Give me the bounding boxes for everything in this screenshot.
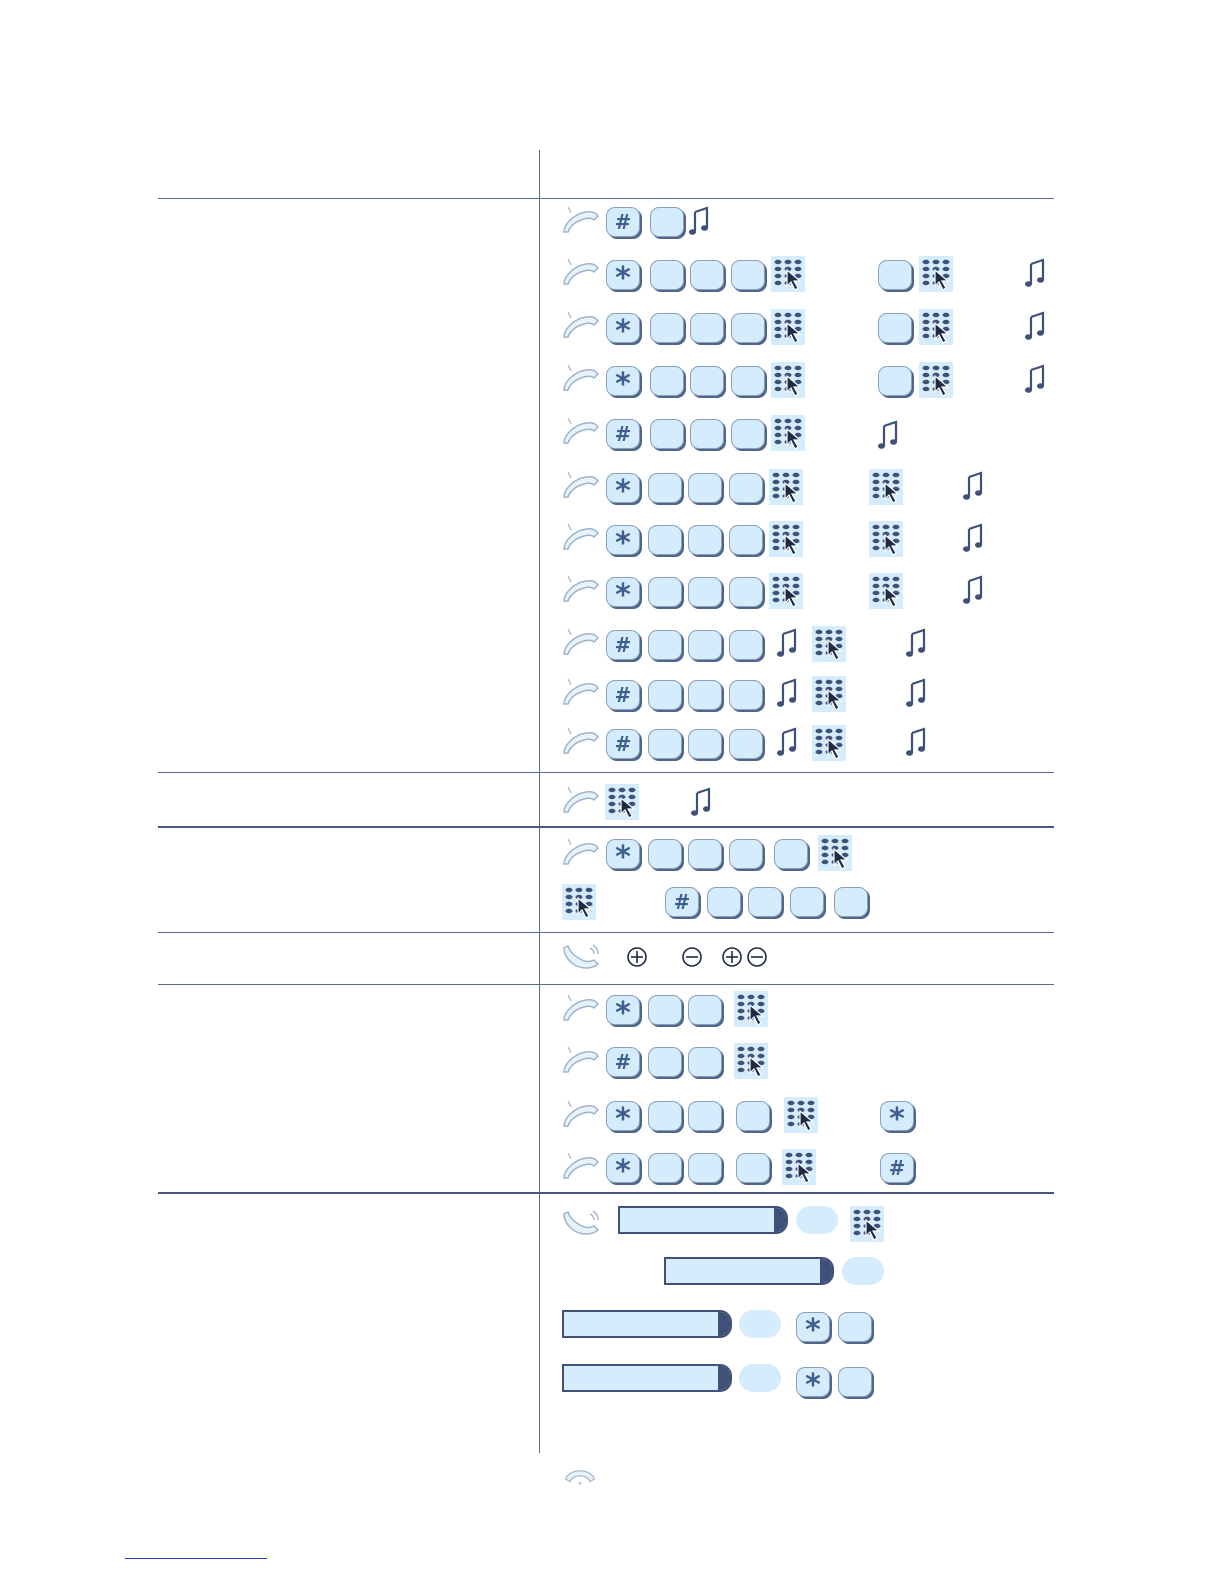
footer-rule	[125, 1558, 267, 1559]
circled-plus-icon	[721, 946, 743, 968]
digit-key	[729, 680, 763, 710]
soft-key	[842, 1257, 884, 1285]
digit-key	[838, 1367, 872, 1397]
star-key	[606, 839, 640, 875]
digit-key	[648, 473, 682, 503]
section-rule	[158, 984, 1054, 985]
digit-key	[650, 260, 684, 290]
handset-lift-icon	[560, 1098, 602, 1132]
keypad-dial-icon	[769, 469, 803, 505]
music-note-tone-icon	[878, 420, 900, 450]
column-divider	[539, 150, 540, 1453]
header-rule	[158, 198, 1054, 199]
digit-key	[650, 366, 684, 396]
key-symbol: *	[615, 474, 631, 509]
digit-key	[688, 839, 722, 869]
display-cap	[820, 1259, 832, 1283]
digit-key	[688, 995, 722, 1025]
keypad-dial-icon	[605, 784, 639, 820]
display-field	[618, 1206, 788, 1234]
key-symbol: #	[614, 633, 632, 657]
display-field	[664, 1257, 834, 1285]
digit-key	[729, 577, 763, 607]
keypad-dial-icon	[919, 309, 953, 345]
digit-key	[690, 366, 724, 396]
circled-minus-icon	[746, 946, 768, 968]
circled-minus-icon	[681, 946, 703, 968]
section-rule	[158, 772, 1054, 773]
digit-key	[690, 419, 724, 449]
hash-key	[880, 1153, 914, 1183]
digit-key	[648, 630, 682, 660]
digit-key	[650, 313, 684, 343]
keypad-dial-icon	[771, 256, 805, 292]
music-note-tone-icon	[777, 628, 799, 658]
handset-lift-icon	[560, 676, 602, 710]
star-key	[606, 366, 640, 402]
key-symbol: *	[615, 314, 631, 349]
keypad-dial-icon	[869, 573, 903, 609]
display-cap	[718, 1366, 730, 1390]
music-note-tone-icon	[1025, 258, 1047, 288]
digit-key	[729, 525, 763, 555]
digit-key	[729, 473, 763, 503]
digit-key	[688, 473, 722, 503]
digit-key	[688, 525, 722, 555]
keypad-dial-icon	[784, 1097, 818, 1133]
hash-key	[606, 630, 640, 660]
digit-key	[688, 577, 722, 607]
digit-key	[688, 680, 722, 710]
digit-key	[648, 995, 682, 1025]
display-field	[562, 1310, 732, 1338]
star-key	[606, 995, 640, 1031]
digit-key	[729, 839, 763, 869]
handset-lift-icon	[560, 1150, 602, 1184]
keypad-dial-icon	[869, 469, 903, 505]
digit-key	[688, 1153, 722, 1183]
digit-key	[690, 260, 724, 290]
star-key	[606, 525, 640, 561]
digit-key	[878, 260, 912, 290]
music-note-tone-icon	[777, 727, 799, 757]
circled-plus-icon	[626, 946, 648, 968]
handset-ringing-icon	[560, 940, 602, 974]
digit-key	[731, 366, 765, 396]
soft-key	[796, 1206, 838, 1234]
handset-hangup-icon	[558, 1462, 602, 1488]
handset-ringing-icon	[560, 1206, 602, 1240]
digit-key	[648, 1047, 682, 1077]
music-note-tone-icon	[689, 206, 711, 236]
star-key	[606, 1101, 640, 1137]
star-key	[606, 260, 640, 296]
keypad-dial-icon	[734, 991, 768, 1027]
key-symbol: *	[615, 578, 631, 613]
digit-key	[729, 630, 763, 660]
star-key	[606, 473, 640, 509]
hash-key	[606, 1047, 640, 1077]
key-symbol: *	[615, 996, 631, 1031]
key-symbol: #	[673, 890, 691, 914]
keypad-dial-icon	[919, 362, 953, 398]
digit-key	[648, 525, 682, 555]
handset-lift-icon	[560, 626, 602, 660]
digit-key	[834, 887, 868, 917]
digit-key	[731, 419, 765, 449]
handset-lift-icon	[560, 204, 602, 238]
display-cap	[774, 1208, 786, 1232]
music-note-tone-icon	[777, 678, 799, 708]
handset-lift-icon	[560, 309, 602, 343]
digit-key	[648, 729, 682, 759]
key-symbol: *	[889, 1102, 905, 1137]
handset-lift-icon	[560, 469, 602, 503]
digit-key	[736, 1153, 770, 1183]
section-rule	[158, 932, 1054, 933]
key-symbol: *	[805, 1368, 821, 1403]
handset-lift-icon	[560, 521, 602, 555]
handset-lift-icon	[560, 725, 602, 759]
digit-key	[648, 577, 682, 607]
digit-key	[878, 366, 912, 396]
hash-key	[606, 680, 640, 710]
keypad-dial-icon	[562, 884, 596, 920]
music-note-tone-icon	[963, 471, 985, 501]
digit-key	[648, 680, 682, 710]
key-symbol: *	[805, 1313, 821, 1348]
key-symbol: *	[615, 367, 631, 402]
digit-key	[878, 313, 912, 343]
digit-key	[648, 1101, 682, 1131]
display-field	[562, 1364, 732, 1392]
digit-key	[688, 1047, 722, 1077]
digit-key	[838, 1312, 872, 1342]
music-note-tone-icon	[1025, 364, 1047, 394]
handset-lift-icon	[560, 362, 602, 396]
key-symbol: *	[615, 840, 631, 875]
keypad-dial-icon	[734, 1043, 768, 1079]
section-rule	[158, 826, 1054, 828]
keypad-dial-icon	[818, 835, 852, 871]
music-note-tone-icon	[906, 678, 928, 708]
keypad-dial-icon	[812, 725, 846, 761]
keypad-dial-icon	[769, 573, 803, 609]
star-key	[606, 577, 640, 613]
keypad-dial-icon	[850, 1206, 884, 1242]
hash-key	[606, 419, 640, 449]
soft-key	[739, 1364, 781, 1392]
star-key	[796, 1367, 830, 1403]
digit-key	[731, 313, 765, 343]
keypad-dial-icon	[771, 309, 805, 345]
digit-key	[648, 839, 682, 869]
digit-key	[774, 839, 808, 869]
handset-lift-icon	[560, 573, 602, 607]
keypad-dial-icon	[919, 256, 953, 292]
digit-key	[650, 419, 684, 449]
key-symbol: #	[888, 1156, 906, 1180]
display-cap	[718, 1312, 730, 1336]
key-symbol: #	[614, 210, 632, 234]
digit-key	[688, 729, 722, 759]
key-symbol: #	[614, 683, 632, 707]
digit-key	[648, 1153, 682, 1183]
handset-lift-icon	[560, 836, 602, 870]
key-symbol: *	[615, 1154, 631, 1189]
music-note-tone-icon	[906, 628, 928, 658]
hash-key	[606, 729, 640, 759]
handset-lift-icon	[560, 415, 602, 449]
star-key	[880, 1101, 914, 1137]
digit-key	[790, 887, 824, 917]
key-symbol: *	[615, 261, 631, 296]
star-key	[606, 1153, 640, 1189]
digit-key	[707, 887, 741, 917]
hash-key	[606, 207, 640, 237]
handset-lift-icon	[560, 992, 602, 1026]
star-key	[606, 313, 640, 349]
keypad-dial-icon	[771, 415, 805, 451]
soft-key	[739, 1310, 781, 1338]
digit-key	[736, 1101, 770, 1131]
keypad-dial-icon	[812, 676, 846, 712]
keypad-dial-icon	[869, 521, 903, 557]
digit-key	[688, 630, 722, 660]
digit-key	[650, 207, 684, 237]
keypad-dial-icon	[812, 626, 846, 662]
music-note-tone-icon	[1025, 311, 1047, 341]
digit-key	[690, 313, 724, 343]
key-symbol: *	[615, 1102, 631, 1137]
key-symbol: #	[614, 1050, 632, 1074]
key-symbol: #	[614, 732, 632, 756]
key-symbol: *	[615, 526, 631, 561]
digit-key	[729, 729, 763, 759]
star-key	[796, 1312, 830, 1348]
keypad-dial-icon	[782, 1149, 816, 1185]
digit-key	[748, 887, 782, 917]
digit-key	[731, 260, 765, 290]
keypad-dial-icon	[771, 362, 805, 398]
music-note-tone-icon	[691, 787, 713, 817]
section-rule	[158, 1192, 1054, 1194]
music-note-tone-icon	[906, 727, 928, 757]
music-note-tone-icon	[963, 523, 985, 553]
key-symbol: #	[614, 422, 632, 446]
handset-lift-icon	[560, 1044, 602, 1078]
keypad-dial-icon	[769, 521, 803, 557]
music-note-tone-icon	[963, 575, 985, 605]
handset-lift-icon	[560, 784, 602, 818]
handset-lift-icon	[560, 256, 602, 290]
digit-key	[688, 1101, 722, 1131]
hash-key	[665, 887, 699, 917]
